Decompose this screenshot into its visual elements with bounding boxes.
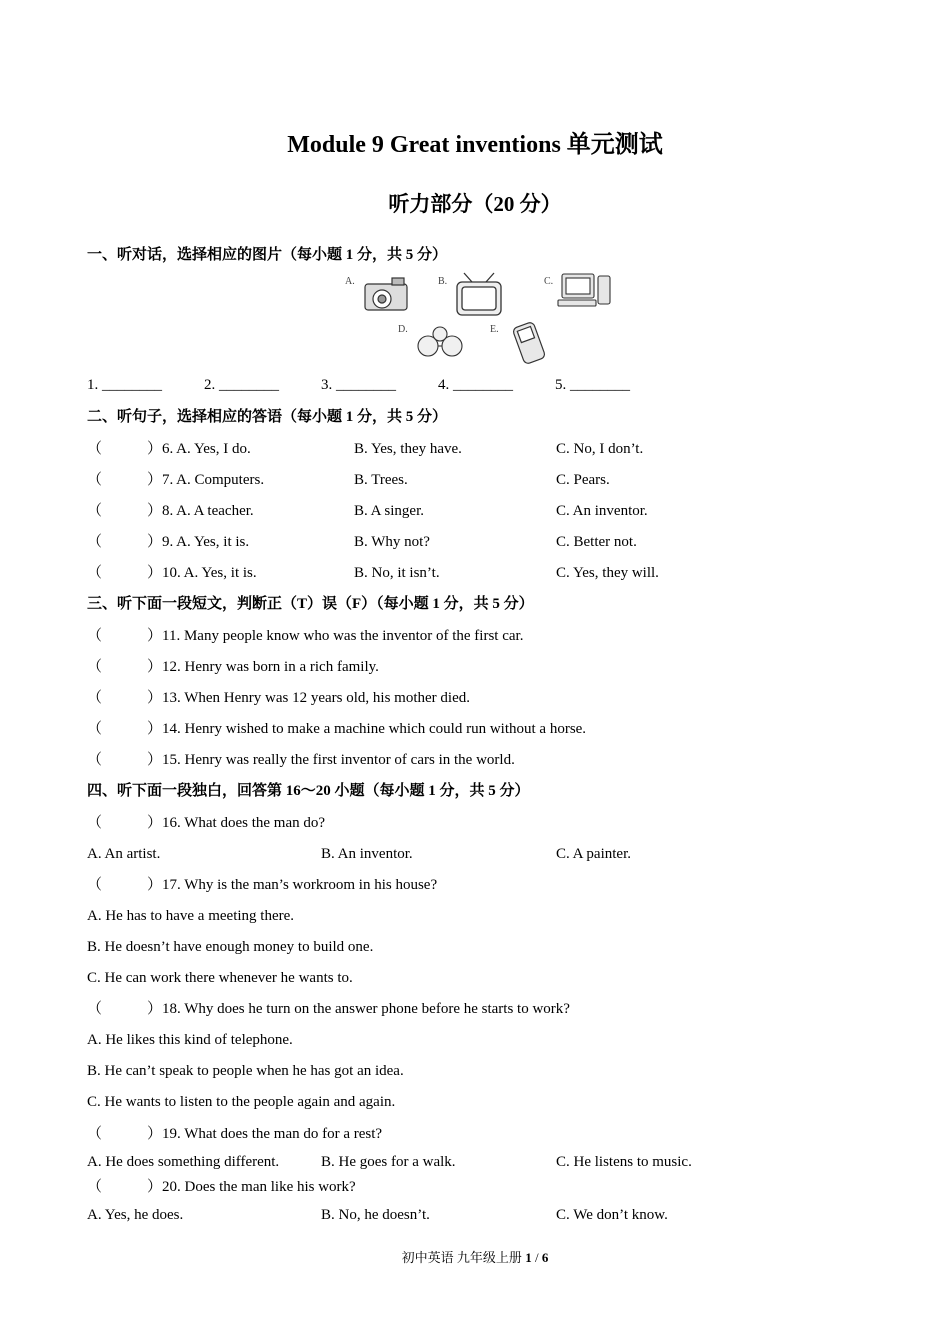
part1-answer-blanks [87,377,672,394]
option-9c: C. Better not. [556,534,637,550]
blank-4[interactable]: 4. ________ [438,377,513,393]
option-7c: C. Pears. [556,472,610,488]
option-7b: B. Trees. [354,472,408,488]
question-12: （ ）12. Henry was born in a rich family. [87,659,379,675]
option-16b: B. An inventor. [321,846,413,862]
inventions-picture [340,268,620,366]
option-16a: A. An artist. [87,846,161,862]
option-19a: A. He does something different. [87,1154,280,1170]
question-10: （ ）10. A. Yes, it is. [87,565,257,581]
question-15: （ ）15. Henry was really the first inventor of cars in the world. [87,752,515,768]
option-6b: B. Yes, they have. [354,441,462,457]
question-18: （ ）18. Why does he turn on the answer phone before he starts to work? [87,1001,570,1017]
option-10b: B. No, it isn’t. [354,565,440,581]
question-20: （ ）20. Does the man like his work? [87,1179,356,1195]
part4-heading: 四、听下面一段独白，回答第 16～20 小题（每小题 1 分，共 5 分） [87,783,530,799]
option-17c: C. He can work there whenever he wants to. [87,970,353,986]
part3-heading: 三、听下面一段短文，判断正（T）误（F）（每小题 1 分，共 5 分） [87,596,534,612]
footer-text: 初中英语 九年级上册 [401,1250,526,1265]
option-20a: A. Yes, he does. [87,1207,184,1223]
question-9: （ ）9. A. Yes, it is. [87,534,250,550]
option-20b: B. No, he doesn’t. [321,1207,430,1223]
option-18b: B. He can’t speak to people when he has got an idea. [87,1063,404,1079]
question-13: （ ）13. When Henry was 12 years old, his mother died. [87,690,470,706]
page-title: Module 9 Great inventions 单元测试 [287,132,663,158]
question-19: （ ）19. What does the man do for a rest? [87,1126,383,1142]
option-6c: C. No, I don’t. [556,441,644,457]
image-label-b: B. [438,276,448,287]
image-label-e: E. [490,324,499,335]
option-17a: A. He has to have a meeting there. [87,908,295,924]
question-7: （ ）7. A. Computers. [87,472,265,488]
option-16c: C. A painter. [556,846,631,862]
option-10c: C. Yes, they will. [556,565,659,581]
image-label-d: D. [398,324,408,335]
image-label-a: A. [345,276,355,287]
page-number: 1 [525,1250,532,1265]
question-14: （ ）14. Henry wished to make a machine which could run without a horse. [87,721,587,737]
section-title: 听力部分（20 分） [388,192,562,216]
image-label-c: C. [544,276,554,287]
camera-icon [365,278,407,310]
blank-2[interactable]: 2. ________ [204,377,279,393]
question-17: （ ）17. Why is the man’s workroom in his house? [87,877,438,893]
blank-1[interactable]: 1. ________ [87,377,162,393]
option-19c: C. He listens to music. [556,1154,692,1170]
option-17b: B. He doesn’t have enough money to build one. [87,939,374,955]
mobile-phone-icon [512,321,546,364]
question-8: （ ）8. A. A teacher. [87,503,254,519]
page-total: 6 [541,1250,549,1265]
question-6: （ ）6. A. Yes, I do. [87,441,251,457]
question-11: （ ）11. Many people know who was the inventor of the first car. [87,628,524,644]
part1-heading: 一、听对话，选择相应的图片（每小题 1 分，共 5 分） [87,247,448,263]
television-icon [457,273,501,315]
option-18a: A. He likes this kind of telephone. [87,1032,293,1048]
option-9b: B. Why not? [354,534,430,550]
invention-d-icon [418,327,462,356]
option-8c: C. An inventor. [556,503,648,519]
page-footer: 初中英语 九年级上册 1 / 6 [401,1250,549,1265]
option-18c: C. He wants to listen to the people again and again. [87,1094,396,1110]
question-16: （ ）16. What does the man do? [87,815,326,831]
blank-3[interactable]: 3. ________ [321,377,396,393]
blank-5[interactable]: 5. ________ [555,377,630,393]
computer-icon [558,274,610,306]
part2-heading: 二、听句子，选择相应的答语（每小题 1 分，共 5 分） [87,409,448,425]
option-19b: B. He goes for a walk. [321,1154,456,1170]
option-8b: B. A singer. [354,503,425,519]
option-20c: C. We don’t know. [556,1207,668,1223]
